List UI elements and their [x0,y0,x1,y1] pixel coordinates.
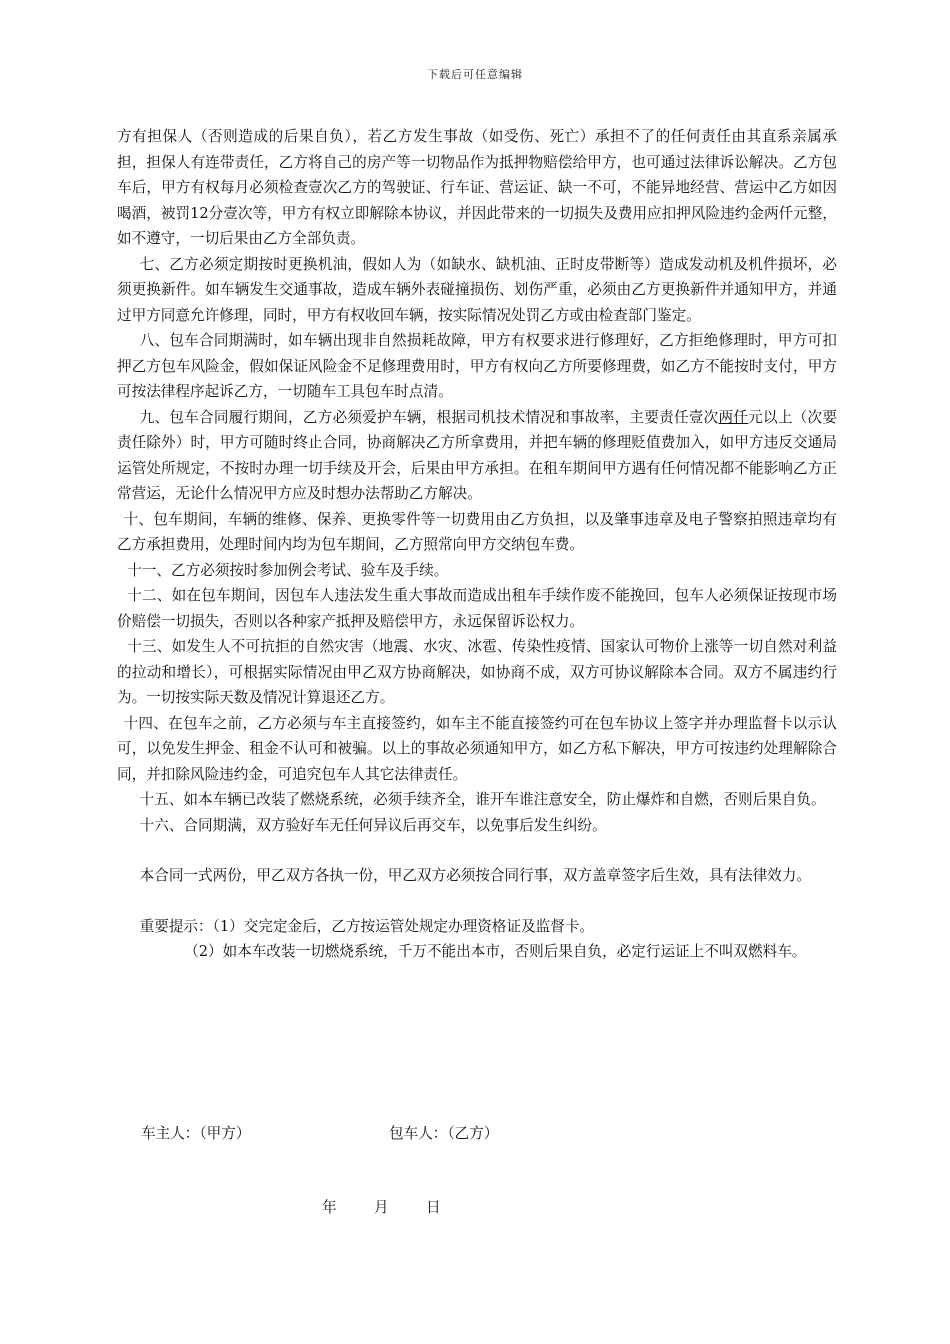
date-year-label: 年 [322,1199,337,1216]
renter-signature-label: 包车人：（乙方） [389,1125,499,1142]
clause-11: 十一、乙方必须按时参加例会考试、验车及手续。 [127,561,449,579]
important-note-1: 重要提示：（1）交完定金后，乙方按运管处规定办理资格证及监督卡。 [139,917,595,935]
paragraph-guarantor: 方有担保人（否则造成的后果自负），若乙方发生事故（如受伤、死亡）承担不了的任何责任由其直系亲属承担，担保人有连带责任，乙方将自己的房产等一切物品作为抵押物赔偿给甲方，也可通过法律诉讼解决。乙方包车后，甲方有权每月必须检查壹次乙方的驾驶证、行车证、营运证、缺一不可，不能异地经营、营运中乙方如因喝酒，被罚12分壹次等，甲方有权立即解除本协议，并因此带来的一切损失及费用应扣押风险违约金两仟元整，如不遵守，一切后果由乙方全部负责。 [117,128,837,247]
copies-statement: 本合同一式两份，甲乙双方各执一份，甲乙双方必须按合同行事，双方盖章签字后生效，具有法律效力。 [139,867,811,884]
clause-12: 十二、如在包车期间，因包车人违法发生重大事故而造成出租车手续作废不能挽回，包车人必须保证按现市场价赔偿一切损失，否则以各种家产抵押及赔偿甲方，永远保留诉讼权力。 [117,587,837,630]
clause-13: 十三、如发生人不可抗拒的自然灾害（地震、水灾、冰雹、传染性疫情、国家认可物价上涨等一切自然对利益的拉动和增长），可根据实际情况由甲乙双方协商解决，如协商不成，双方可协议解除本合同。双方不属违约行为。一切按实际天数及情况计算退还乙方。 [117,638,837,706]
clause-8: 八、包车合同期满时，如车辆出现非自然损耗故障，甲方有权要求进行修理好，乙方拒绝修理时，甲方可扣押乙方包车风险金，假如保证风险金不足修理费用时，甲方有权向乙方所要修理费，如乙方不能按时支付，甲方可按法律程序起诉乙方，一切随车工具包车时点清。 [117,332,837,400]
clause-9-text-a: 九、包车合同履行期间，乙方必须爱护车辆，根据司机技术情况和事故率，主要责任壹次 [139,408,719,426]
clause-9-underlined-amount: 两仟 [718,408,749,426]
spacer [117,838,837,863]
date-line [322,1195,441,1220]
clause-9 [117,405,837,507]
important-note-2: （2）如本车改装一切燃烧系统，千万不能出本市，否则后果自负，必定行运证上不叫双燃料车。 [184,943,807,960]
clause-15: 十五、如本车辆已改装了燃烧系统，必须手续齐全，谁开车谁注意安全，防止爆炸和自燃，否则后果自负。 [139,791,826,808]
contract-body [117,124,837,965]
date-day-label: 日 [426,1199,441,1216]
date-month-label: 月 [374,1199,389,1216]
owner-signature-label: 车主人：（甲方） [141,1125,251,1142]
clause-14: 十四、在包车之前，乙方必须与车主直接签约，如车主不能直接签约可在包车协议上签字并办理监督卡以示认可，以免发生押金、租金不认可和被骗。以上的事故必须通知甲方，如乙方私下解决，甲方可按违约处理解除合同，并扣除风险违约金，可追究包车人其它法律责任。 [117,714,837,783]
clause-7: 七、乙方必须定期按时更换机油，假如人为（如缺水、缺机油、正时皮带断等）造成发动机及机件损坏，必须更换新件。如车辆发生交通事故，造成车辆外表碰撞损伤、划伤严重，必须由乙方更换新件并通知甲方，并通过甲方同意允许修理，同时，甲方有权收回车辆，按实际情况处罚乙方或由检查部门鉴定。 [117,255,837,324]
clause-16: 十六、合同期满，双方验好车无任何异议后再交车，以免事后发生纠纷。 [139,816,607,834]
spacer [117,889,837,914]
clause-9-text-b: 元以上（次要责任除外）时，甲方可随时终止合同，协商解决乙方所拿费用，并把车辆的修理贬值费加入，如甲方违反交通局运管处所规定，不按时办理一切手续及开会，后果由甲方承担。在租车期间甲方遇有任何情况都不能影响乙方正常营运，无论什么情况甲方应及时想办法帮助乙方解决。 [117,408,837,502]
page-header-note: 下载后可任意编辑 [427,68,523,81]
signature-row [141,1121,498,1146]
clause-10: 十、包车期间，车辆的维修、保养、更换零件等一切费用由乙方负担，以及肇事违章及电子警察拍照违章均有乙方承担费用，处理时间内均为包车期间，乙方照常向甲方交纳包车费。 [117,510,837,553]
